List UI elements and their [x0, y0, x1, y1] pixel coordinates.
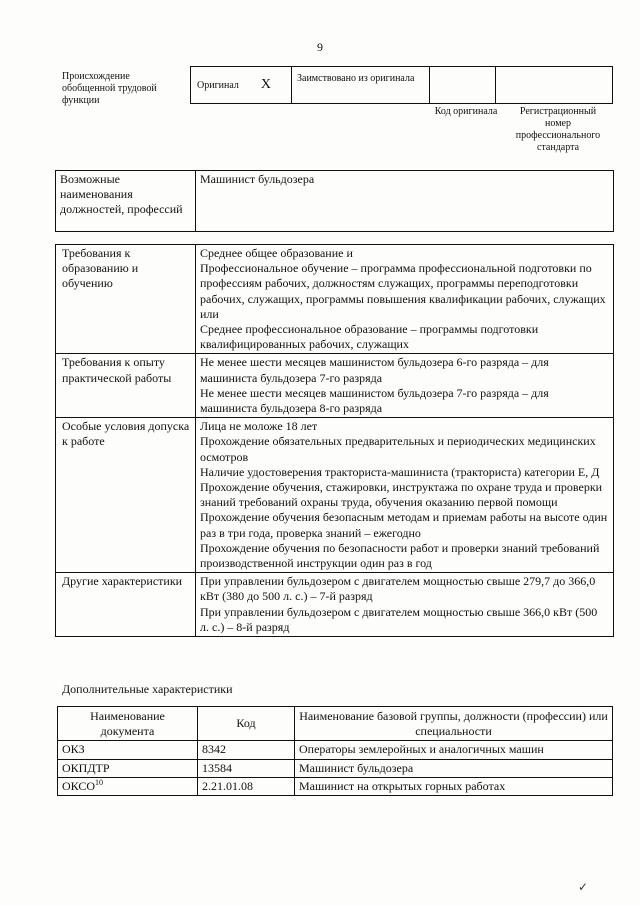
req-line: Прохождение обязательных предварительных и периодических медицинских осмотров [200, 434, 596, 464]
req-experience-row [56, 354, 614, 418]
name-cell: Операторы землеройных и аналогичных машин [295, 741, 613, 759]
req-content [196, 573, 614, 637]
borrowed-label: Заимствовано из оригинала [292, 67, 430, 103]
req-label: Требования к образованию и обучению [56, 245, 196, 354]
check-mark-icon: ✓ [578, 880, 589, 894]
name-cell: Машинист на открытых горных работах [295, 777, 613, 795]
req-line: Прохождение обучения по безопасности работ и проверки знаний требований производственной инструкции один раз в год [200, 540, 600, 571]
req-education-row [56, 245, 614, 354]
footnote-ref: 10 [95, 777, 104, 787]
req-line: При управлении бульдозером с двигателем мощностью свыше 279,7 до 366,0 кВт (380 до 500 л. с.) – 7-й разряд [200, 574, 596, 604]
doc-name: ОКПДТР [62, 760, 110, 775]
code-cell: 13584 [198, 759, 295, 777]
origin-box [190, 66, 613, 104]
req-content [196, 418, 614, 573]
origin-label: Происхождение обобщенной трудовой функции [62, 71, 157, 106]
origin-reg-cell [496, 67, 612, 103]
page-number: 9 [317, 40, 323, 54]
table-row [58, 741, 613, 759]
extra-table [57, 706, 613, 796]
req-line: Профессиональное обучение – программа профессиональной подготовки по профессиям рабочих, должностям служащих, программы переподготовки рабочих, служащих, программы повышения квалификации рабочих, служащих [200, 261, 606, 306]
req-content [196, 245, 614, 354]
req-label: Особые условия допуска к работе [56, 418, 196, 573]
code-cell: 2.21.01.08 [198, 777, 295, 795]
reg-caption: Регистрационный номер профессионального стандарта [515, 106, 601, 153]
req-line: Наличие удостоверения тракториста-машиниста (тракториста) категории Е, Д [200, 464, 600, 479]
extra-heading: Дополнительные характеристики [62, 682, 233, 696]
req-line: Не менее шести месяцев машинистом бульдозера 6-го разряда – для машиниста бульдозера 7-го разряда [200, 355, 549, 385]
req-line: Прохождение обучения, стажировки, инструктажа по охране труда и проверки знаний требований охраны труда, обучения оказанию первой помощи [200, 480, 603, 510]
name-cell: Машинист бульдозера [295, 759, 613, 777]
req-line: Не менее шести месяцев машинистом бульдозера 7-го разряда – для машиниста бульдозера 8-го разряда [200, 385, 549, 416]
req-label: Другие характеристики [56, 573, 196, 637]
doc-cell [58, 759, 198, 777]
req-label: Требования к опыту практической работы [56, 354, 196, 418]
code-caption: Код оригинала [434, 106, 498, 117]
original-label: Оригинал [197, 79, 239, 91]
code-cell: 8342 [198, 741, 295, 759]
col-header-document: Наименование документа [58, 707, 198, 741]
col-header-code: Код [198, 707, 295, 741]
req-line: Прохождение обучения безопасным методам и приемам работы на высоте один раз в три года, проверка знаний – ежегодно [200, 510, 608, 540]
req-admission-row [56, 418, 614, 573]
req-other-row [56, 573, 614, 637]
doc-cell [58, 777, 198, 795]
req-line: или [200, 306, 219, 321]
req-line: Лица не моложе 18 лет [200, 419, 318, 434]
doc-name: ОКСО [62, 778, 96, 793]
req-content [196, 354, 614, 418]
req-line: При управлении бульдозером с двигателем мощностью свыше 366,0 кВт (500 л. с.) – 8-й разряд [200, 604, 598, 634]
original-mark: X [260, 77, 272, 92]
job-titles-table [55, 170, 614, 232]
origin-original-cell [191, 67, 292, 103]
table-row [58, 777, 613, 795]
doc-cell [58, 741, 198, 759]
table-row [58, 759, 613, 777]
requirements-table [55, 244, 614, 637]
job-titles-value: Машинист бульдозера [196, 171, 614, 232]
extra-header-row [58, 707, 613, 741]
col-header-name: Наименование базовой группы, должности (профессии) или специальности [295, 707, 613, 741]
job-titles-label: Возможные наименования должностей, профессий [56, 171, 196, 232]
doc-name: ОКЗ [62, 742, 85, 757]
req-line: Среднее общее образование и [200, 246, 353, 260]
req-line: Среднее профессиональное образование – программы подготовки квалифицированных рабочих, служащих [200, 322, 539, 352]
origin-code-cell [430, 67, 496, 103]
